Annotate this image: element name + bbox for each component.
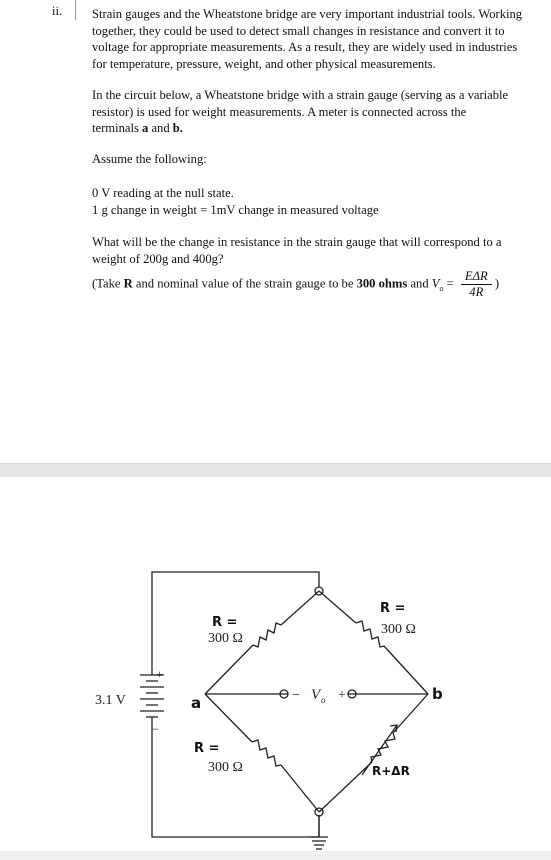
- page-separator: [0, 463, 551, 478]
- question-paragraph: [92, 234, 532, 267]
- paragraph-line: What will be the change in resistance in the strain gauge that will correspond to a: [92, 235, 502, 249]
- page-bottom-strip: [0, 851, 551, 860]
- question-number: ii.: [52, 4, 63, 18]
- wire: [281, 765, 319, 812]
- resistor-top-right-label: 300 Ω: [381, 622, 416, 637]
- document-page-bottom: [0, 477, 551, 860]
- text-span: (Take: [92, 276, 124, 291]
- text-span: terminals: [92, 121, 143, 135]
- text-span: and nominal value of the strain gauge to be: [132, 276, 357, 291]
- battery-plus-label: +: [156, 667, 163, 681]
- resistor-top-right: [356, 621, 384, 647]
- handwritten-top-left: R =: [212, 615, 238, 630]
- vo-minus-label: −: [292, 688, 300, 703]
- paragraph-line: voltage for appropriate measurements. As a result, they are widely used in industries: [92, 40, 518, 54]
- fraction-denominator: 4R: [469, 285, 484, 299]
- terminal-a-label: a: [142, 121, 149, 135]
- given-values-line: [92, 269, 551, 300]
- wheatstone-bridge-diagram: [0, 477, 551, 860]
- resistor-bottom-left: [252, 740, 281, 766]
- wire: [319, 762, 372, 812]
- wire: [281, 591, 319, 625]
- wire: [319, 591, 356, 623]
- battery-minus-label: −: [152, 722, 159, 736]
- bold-ohms: 300 ohms: [356, 276, 408, 291]
- wire: [205, 694, 252, 742]
- assumptions-list: [92, 185, 532, 218]
- assumptions-heading: Assume the following:: [92, 152, 207, 166]
- wire: [393, 694, 428, 733]
- formula-fraction: [461, 269, 492, 300]
- paragraph-line: In the circuit below, a Wheatstone bridge with a strain gauge (serving as a variable: [92, 88, 509, 102]
- paragraph-line: weight of 200g and 400g?: [92, 251, 224, 266]
- vo-subscript-label: o: [321, 695, 326, 705]
- resistor-top-left: [253, 623, 281, 647]
- resistor-top-left-label: 300 Ω: [208, 631, 243, 646]
- text-span: and: [407, 276, 432, 291]
- fraction-numerator: EΔR: [461, 269, 492, 285]
- vo-subscript: o: [439, 283, 444, 293]
- assumption-line: 0 V reading at the null state.: [92, 186, 234, 200]
- wire-bottom: [152, 720, 319, 837]
- assumption-line: 1 g change in weight = 1mV change in measured voltage: [92, 202, 379, 217]
- margin-rule: [75, 0, 76, 20]
- text-span: ): [491, 276, 500, 291]
- wire: [205, 645, 253, 694]
- bold-R: R: [123, 276, 133, 291]
- circuit-description-paragraph: [92, 87, 532, 137]
- paragraph-line: for temperature, pressure, weight, and other physical measurements.: [92, 56, 436, 71]
- vo-symbol: V: [431, 276, 440, 291]
- paragraph-line: Strain gauges and the Wheatstone bridge are very important industrial tools. Working: [92, 7, 523, 21]
- battery-voltage-label: 3.1 V: [95, 693, 126, 708]
- terminal-b-label: b.: [172, 121, 183, 135]
- handwritten-top-right: R =: [380, 601, 406, 616]
- resistor-bottom-left-label: 300 Ω: [208, 760, 243, 775]
- paragraph-line: together, they could be used to detect small changes in resistance and convert it to: [92, 23, 505, 38]
- handwritten-bottom-left: R =: [194, 741, 220, 756]
- handwritten-node-a: a: [191, 694, 202, 712]
- intro-paragraph: [92, 6, 532, 72]
- paragraph-line: [92, 120, 532, 137]
- handwritten-strain-gauge: R+ΔR: [372, 764, 410, 778]
- vo-label: V: [311, 687, 321, 703]
- wire: [384, 646, 428, 694]
- paragraph-line: resistor) is used for weight measurements. A meter is connected across the: [92, 104, 467, 119]
- text-span: =: [443, 276, 457, 291]
- handwritten-node-b: b: [432, 685, 443, 703]
- text-span: and: [148, 121, 173, 135]
- vo-plus-label: +: [338, 688, 346, 703]
